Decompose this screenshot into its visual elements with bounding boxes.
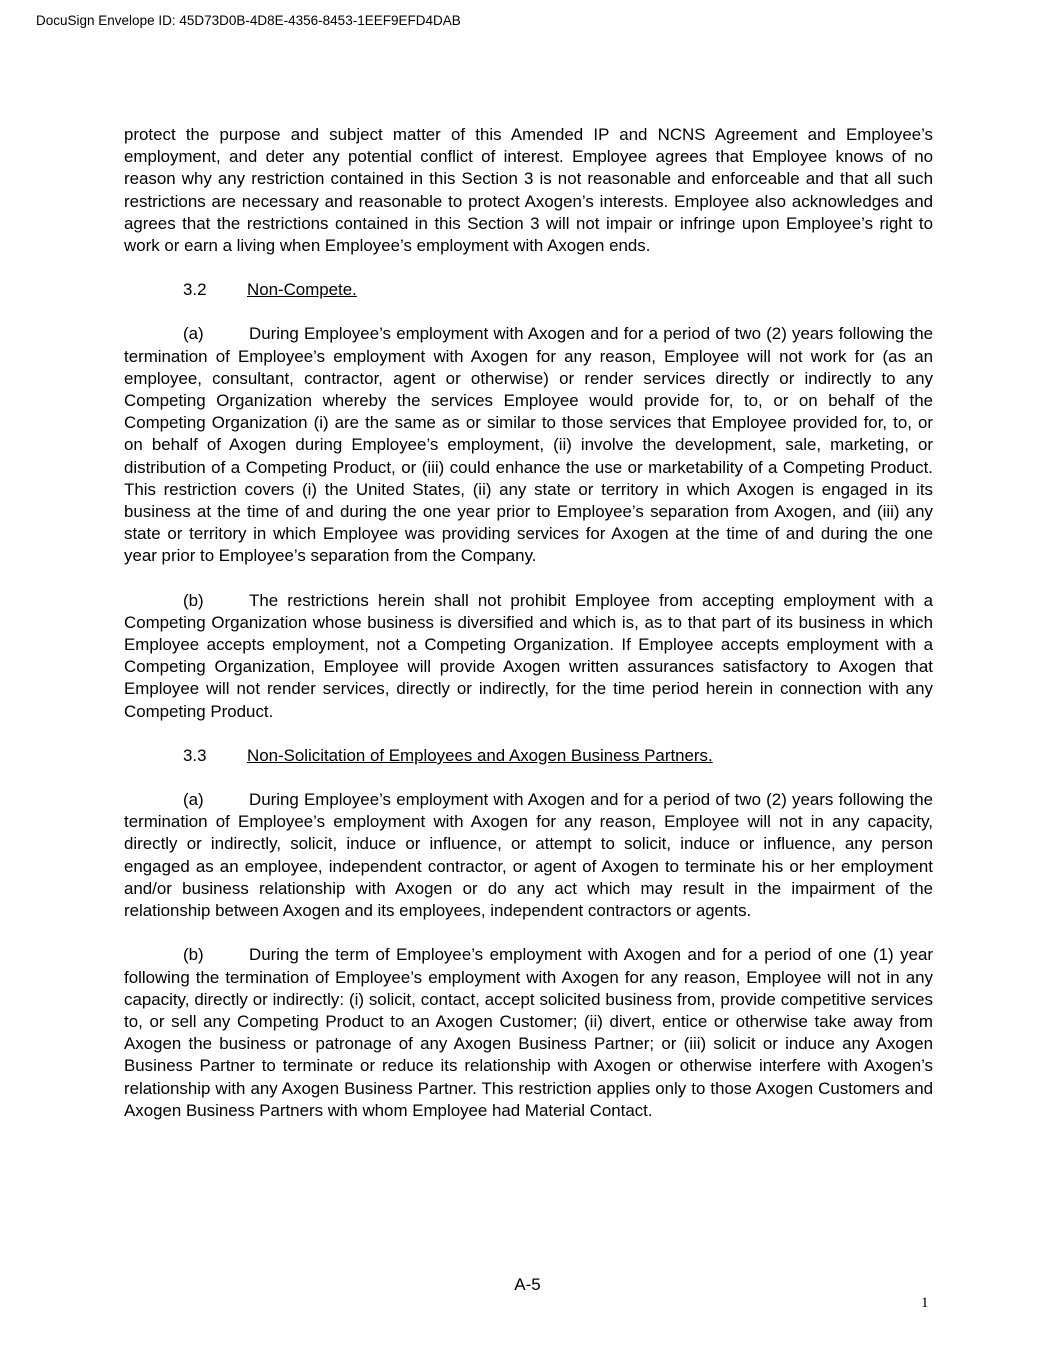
section-3-3-a-text: During Employee’s employment with Axogen and for a period of two (2) years following the termination of Employee’s employment with Axogen for any reason, Employee will not in any capacity, directly or indirectly, solicit, induce or influence, or attempt to solicit, induce or influence, any person engaged as an employee, independent contractor, or agent of Axogen to terminate his or her employment and/or business relationship with Axogen or do any act which may result in the impairment of the relationship between Axogen and its employees, independent contractors or agents. [124,790,933,921]
section-3-2-heading [124,279,933,301]
docusign-envelope-id: DocuSign Envelope ID: 45D73D0B-4D8E-4356-8453-1EEF9EFD4DAB [36,13,461,28]
section-3-2-a-label: (a) [183,324,204,344]
section-3-2-number: 3.2 [183,280,207,300]
page-number: 1 [921,1295,929,1311]
section-3-3-b-label: (b) [183,945,204,965]
section-3-2-title: Non-Compete. [247,280,357,300]
section-3-2-a-text: During Employee’s employment with Axogen and for a period of two (2) years following the termination of Employee’s employment with Axogen for any reason, Employee will not work for (as an employee, consultant, contractor, agent or otherwise) or render services directly or indirectly to any Competing Organization whereby the services Employee would provide for, to, or on behalf of the Competing Organization (i) are the same as or similar to those services that Employee provided for, to, or on behalf of Axogen during Employee’s employment, (ii) involve the development, sale, marketing, or distribution of a Competing Product, or (iii) could enhance the use or marketability of a Competing Product. This restriction covers (i) the United States, (ii) any state or territory in which Axogen is engaged in its business at the time of and during the one year prior to Employee’s separation from Axogen, and (iii) any state or territory in which Employee was providing services for Axogen at the time of and during the one year prior to Employee’s separation from the Company. [124,324,933,566]
section-3-3-a-label: (a) [183,790,204,810]
intro-paragraph: protect the purpose and subject matter of this Amended IP and NCNS Agreement and Employee’s employment, and deter any potential conflict of interest. Employee agrees that Employee knows of no reason why any restriction contained in this Section 3 is not reasonable and enforceable and that all such restrictions are necessary and reasonable to protect Axogen’s interests. Employee also acknowledges and agrees that the restrictions contained in this Section 3 will not impair or infringe upon Employee’s right to work or earn a living when Employee’s employment with Axogen ends. [124,125,933,256]
document-body [124,124,933,1144]
section-3-3-heading [124,745,933,767]
section-3-2-b-label: (b) [183,590,204,610]
section-3-2-b-text: The restrictions herein shall not prohibit Employee from accepting employment with a Competing Organization whose business is diversified and which is, as to that part of its business in which Employee accepts employment, not a Competing Organization. If Employee accepts employment with a Competing Organization, Employee will provide Axogen written assurances satisfactory to Axogen that Employee will not render services, directly or indirectly, for the time period herein in connection with any Competing Product. [124,590,933,721]
section-3-3-paragraph-b [124,944,933,1122]
section-3-3-b-text: During the term of Employee’s employment with Axogen and for a period of one (1) year following the termination of Employee’s employment with Axogen for any reason, Employee will not in any capacity, directly or indirectly: (i) solicit, contact, accept solicited business from, provide competitive services to, or sell any Competing Product to an Axogen Customer; (ii) divert, entice or otherwise take away from Axogen the business or patronage of any Axogen Business Partner; or (iii) solicit or induce any Axogen Business Partner to terminate or reduce its relationship with Axogen or otherwise interfere with Axogen’s relationship with any Axogen Business Partner. This restriction applies only to those Axogen Customers and Axogen Business Partners with whom Employee had Material Contact. [124,945,933,1120]
section-3-3-paragraph-a [124,789,933,922]
page-footer-label: A-5 [514,1275,541,1294]
section-3-3-number: 3.3 [183,745,207,765]
section-3-3-title: Non-Solicitation of Employees and Axogen Business Partners. [247,745,713,765]
section-3-2-paragraph-a [124,323,933,567]
section-3-2-paragraph-b [124,590,933,723]
